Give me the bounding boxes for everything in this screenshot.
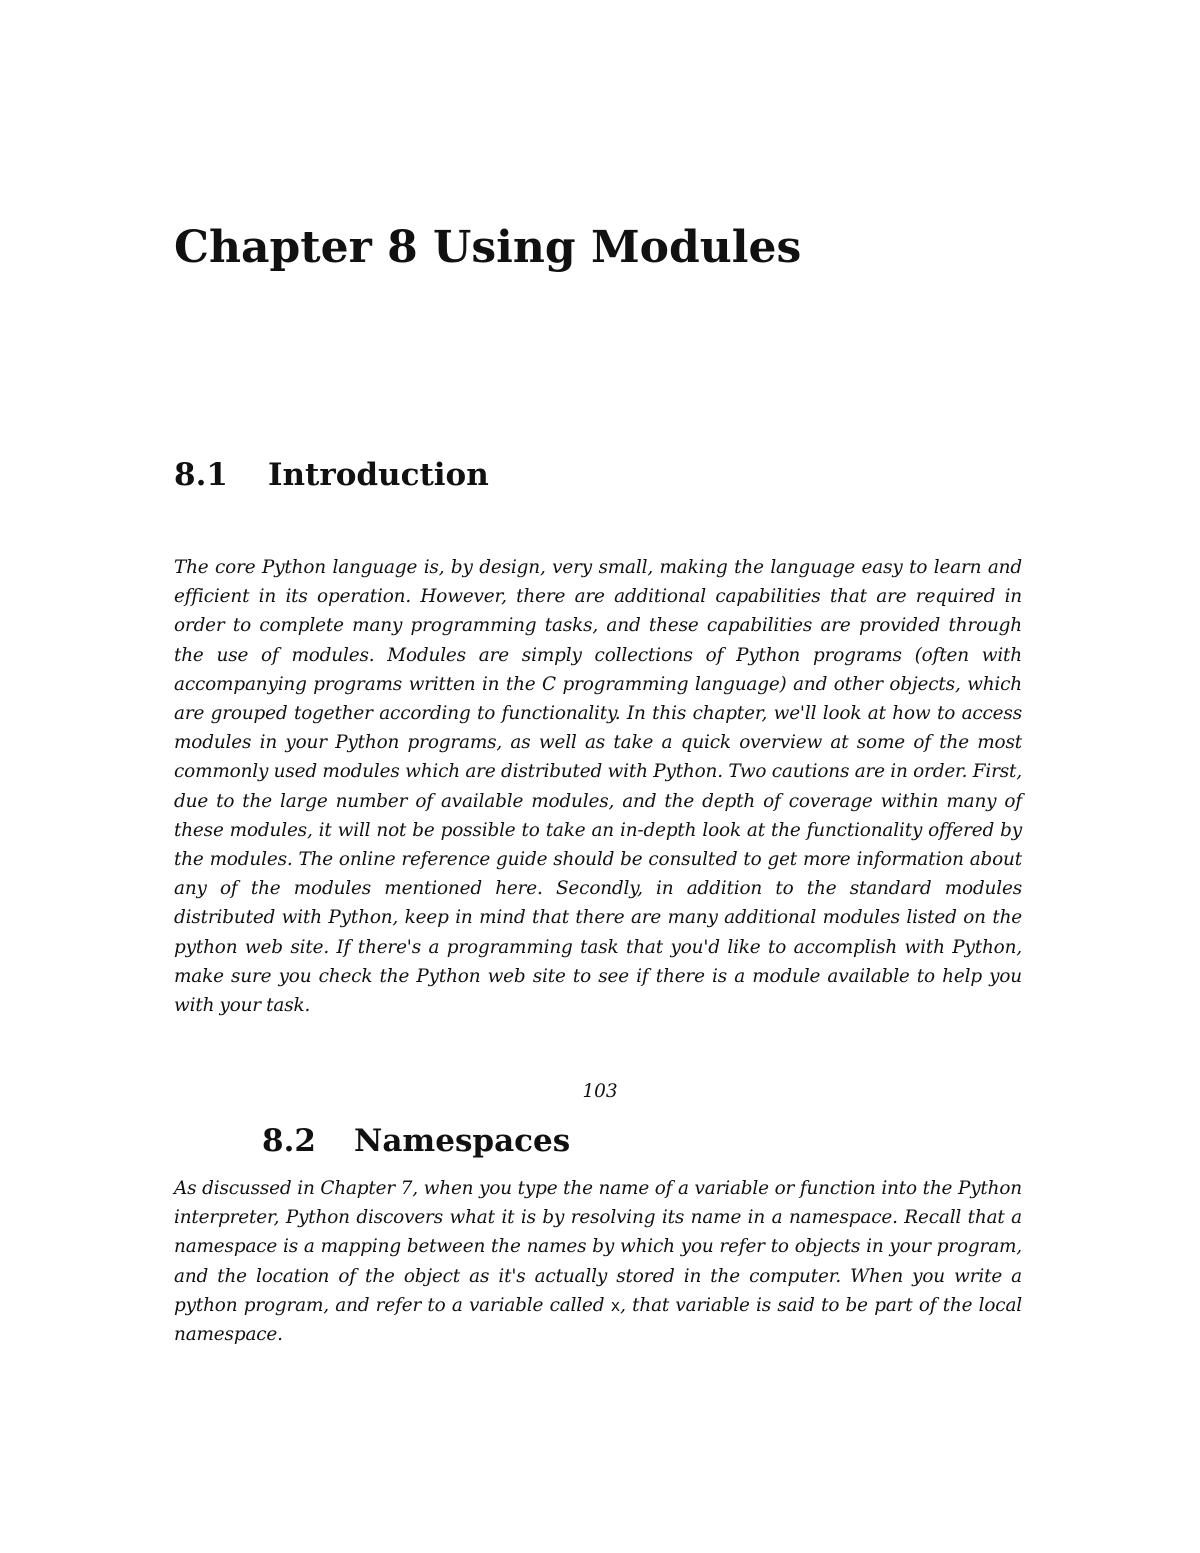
section-heading-namespaces <box>262 1119 570 1163</box>
section-number: 8.2 <box>262 1123 316 1159</box>
namespaces-paragraph <box>174 1174 1022 1349</box>
section-title: Namespaces <box>354 1123 571 1159</box>
inline-code-variable: x <box>610 1295 621 1315</box>
section-heading-introduction <box>174 453 489 497</box>
page-number: 103 <box>582 1081 618 1102</box>
introduction-paragraph: The core Python language is, by design, very small, making the language easy to learn and efficient in its operation. However, there are additional capabilities that are required in order to complete many programming tasks, and these capabilities are provided through the use of modules. Modules are simply collections of Python programs (often with accompanying programs written in the C programming language) and other objects, which are grouped together according to functionality. In this chapter, we'll look at how to access modules in your Python programs, as well as take a quick overview at some of the most commonly used modules which are distributed with Python. Two cautions are in order. First, due to the large number of available modules, and the depth of coverage within many of these modules, it will not be possible to take an in-depth look at the functionality offered by the modules. The online reference guide should be consulted to get more information about any of the modules mentioned here. Secondly, in addition to the standard modules distributed with Python, keep in mind that there are many additional modules listed on the python web site. If there's a programming task that you'd like to accomplish with Python, make sure you check the Python web site to see if there is a module available to help you with your task. <box>174 557 1022 1017</box>
paragraph-text: , that variable is said to be part of the local namespace. <box>174 1294 1023 1346</box>
chapter-title: Chapter 8 Using Modules <box>174 222 802 273</box>
section-title: Introduction <box>268 457 489 493</box>
paragraph-text: As discussed in Chapter 7, when you type the name of a variable or function into the Python interpreter, Python discovers what it is by resolving its name in a namespace. Recall that a namespace is a mapping between the names by which you refer to objects in your program, and the location of the object as it's actually stored in the computer. When you write a python program, and refer to a variable called <box>174 1178 1022 1316</box>
section-number: 8.1 <box>174 457 228 493</box>
